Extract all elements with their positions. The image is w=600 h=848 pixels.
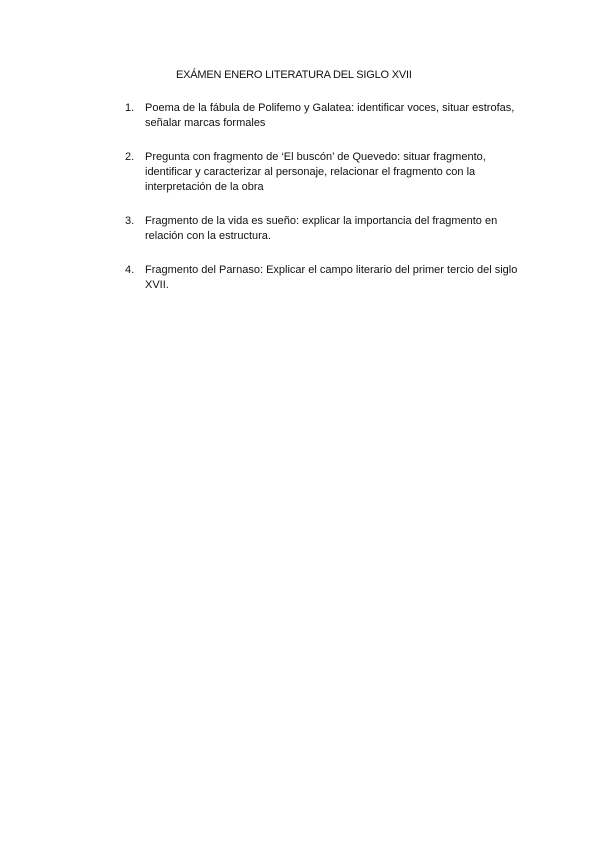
list-item-text: Pregunta con fragmento de ‘El buscón’ de Quevedo: situar fragmento, identificar y caracterizar al personaje, relacionar el fragmento con la interpretación de la obra <box>145 151 486 193</box>
list-item-number: 4. <box>125 264 135 276</box>
list-item-number: 1. <box>125 102 135 114</box>
list-item-text: Poema de la fábula de Polifemo y Galatea: identificar voces, situar estrofas, señalar marcas formales <box>145 102 515 129</box>
list-item <box>125 263 530 293</box>
list-item-number: 2. <box>125 151 135 163</box>
list-item-text: Fragmento del Parnaso: Explicar el campo literario del primer tercio del siglo XVII. <box>145 264 518 291</box>
list-item-text: Fragmento de la vida es sueño: explicar la importancia del fragmento en relación con la estructura. <box>145 215 498 242</box>
document-title: EXÁMEN ENERO LITERATURA DEL SIGLO XVII <box>176 69 412 81</box>
question-list <box>125 101 530 312</box>
list-item <box>125 150 530 195</box>
list-item-number: 3. <box>125 215 135 227</box>
list-item <box>125 101 530 131</box>
list-item <box>125 214 530 244</box>
